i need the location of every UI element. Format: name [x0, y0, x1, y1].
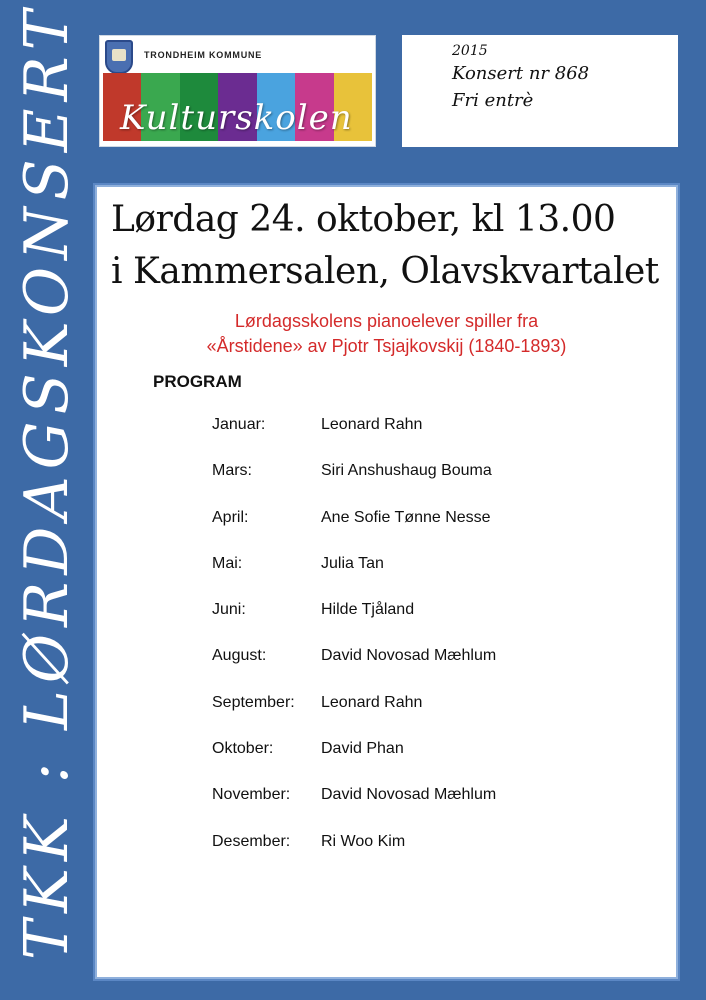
concert-year: 2015: [452, 43, 488, 59]
program-performer: Hilde Tjåland: [321, 601, 415, 619]
program-row: [212, 555, 496, 601]
program-month: Mars:: [212, 462, 252, 480]
program-row: [212, 694, 496, 740]
logo-brand: Kulturskolen: [120, 98, 353, 138]
program-row: [212, 462, 496, 508]
program-performer: David Novosad Mæhlum: [321, 786, 497, 804]
program-performer: Julia Tan: [321, 554, 384, 572]
program-performer: Siri Anshushaug Bouma: [321, 462, 492, 480]
program-month: August:: [212, 647, 267, 665]
program-month: Oktober:: [212, 740, 274, 758]
kulturskolen-logo: [99, 35, 376, 147]
program-month: Januar:: [212, 416, 266, 433]
event-date: Lørdag 24. oktober, kl 13.00: [111, 199, 616, 240]
program-performer: Ri Woo Kim: [321, 832, 406, 850]
event-venue: i Kammersalen, Olavskvartalet: [111, 251, 659, 292]
program-performer: David Phan: [321, 740, 404, 758]
program-performer: Ane Sofie Tønne Nesse: [321, 508, 491, 526]
program-row: [212, 833, 496, 879]
program-performer: Leonard Rahn: [321, 416, 423, 433]
program-row: [212, 647, 496, 693]
program-month: Desember:: [212, 832, 291, 850]
concert-info-box: [402, 35, 678, 147]
event-subtitle-line1: Lørdagsskolens pianoelever spiller fra: [234, 311, 539, 331]
program-row: [212, 740, 496, 786]
program-performer: Leonard Rahn: [321, 693, 423, 711]
program-row: [212, 416, 496, 462]
concert-number: Konsert nr 868: [452, 63, 590, 84]
program-month: Juni:: [212, 601, 246, 619]
logo-organization: TRONDHEIM KOMMUNE: [144, 50, 263, 60]
program-row: [212, 786, 496, 832]
program-month: November:: [212, 786, 291, 804]
program-performer: David Novosad Mæhlum: [321, 647, 497, 665]
trondheim-crest-icon: [105, 40, 133, 74]
program-month: Mai:: [212, 554, 243, 572]
main-panel: [93, 183, 680, 981]
side-title: TKK : LØRDAGSKONSERT: [12, 3, 82, 960]
program-list: [212, 416, 496, 879]
program-row: [212, 509, 496, 555]
program-row: [212, 601, 496, 647]
admission-info: Fri entrè: [452, 90, 534, 111]
program-heading: PROGRAM: [153, 372, 242, 391]
event-subtitle-line2: «Årstidene» av Pjotr Tsjajkovskij (1840-1893): [206, 336, 567, 356]
program-month: September:: [212, 693, 295, 711]
program-month: April:: [212, 508, 249, 526]
